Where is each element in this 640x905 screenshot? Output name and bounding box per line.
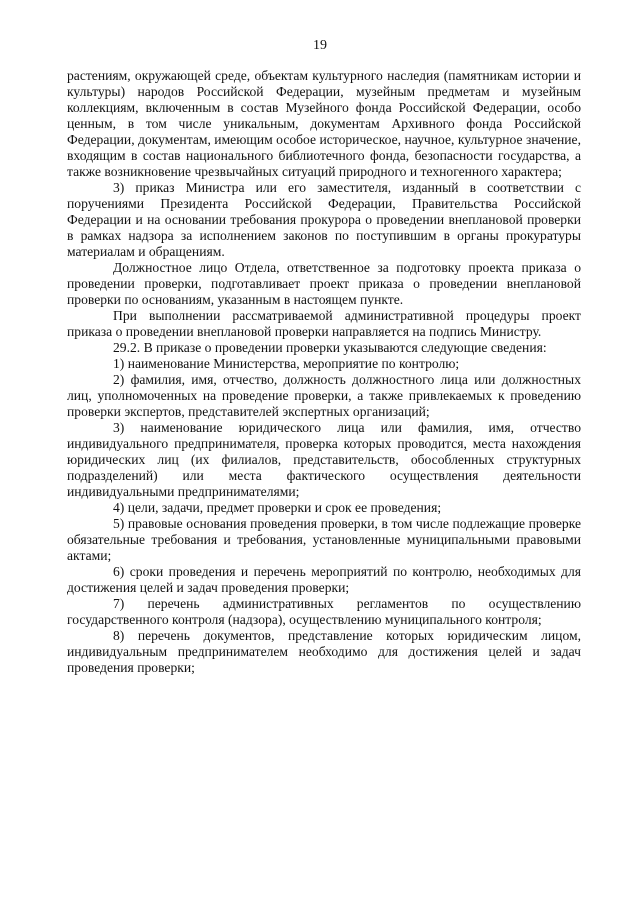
paragraph-item-3-order: 3) приказ Министра или его заместителя, изданный в соответствии с поручениями Президента Российской Федерации, Правительства Российской Федерации и на основании требования прокурора о проведении внеплановой проверки в рамках надзора за исполнением законов по поступившим в органы прокуратуры материалам и обращениям. — [67, 180, 581, 259]
list-item-6: 6) сроки проведения и перечень мероприятий по контролю, необходимых для достижения целей и задач проведения проверки; — [67, 564, 581, 595]
document-body — [67, 68, 581, 676]
page-number: 19 — [313, 38, 327, 53]
paragraph-procedure-signature: При выполнении рассматриваемой административной процедуры проект приказа о проведении внеплановой проверки направляется на подпись Министру. — [67, 308, 581, 339]
paragraph-continuation: растениям, окружающей среде, объектам культурного наследия (памятникам истории и культуры) народов Российской Федерации, музейным предметам и музейным коллекциям, включенным в состав Музейного фонда Российской Федерации, особо ценным, в том числе уникальным, документам Архивного фонда Российской Федерации, документам, имеющим особое историческое, научное, культурное значение, входящим в состав национального библиотечного фонда, безопасности государства, а также возникновение чрезвычайных ситуаций природного и техногенного характера; — [67, 68, 581, 179]
list-item-4: 4) цели, задачи, предмет проверки и срок ее проведения; — [113, 500, 442, 515]
list-item-7: 7) перечень административных регламентов по осуществлению государственного контроля (надзора), осуществлению муниципального контроля; — [67, 596, 581, 627]
list-item-3: 3) наименование юридического лица или фамилия, имя, отчество индивидуального предпринимателя, проверка которых проводится, места нахождения юридических лиц (их филиалов, представительств, обособленных структурных подразделений) или места фактического осуществления деятельности индивидуальными предпринимателями; — [67, 420, 581, 499]
paragraph-responsible-official: Должностное лицо Отдела, ответственное за подготовку проекта приказа о проведении проверки, подготавливает проект приказа о проведении внеплановой проверки по основаниям, указанным в настоящем пункте. — [67, 260, 581, 307]
paragraph-section-29-2: 29.2. В приказе о проведении проверки указываются следующие сведения: — [113, 340, 547, 355]
list-item-5: 5) правовые основания проведения проверки, в том числе подлежащие проверке обязательные требования и требования, установленные муниципальными правовыми актами; — [67, 516, 581, 563]
list-item-1: 1) наименование Министерства, мероприятие по контролю; — [113, 356, 460, 371]
list-item-2: 2) фамилия, имя, отчество, должность должностного лица или должностных лиц, уполномоченных на проведение проверки, а также привлекаемых к проведению проверки экспертов, представителей экспертных организаций; — [67, 372, 581, 419]
list-item-8: 8) перечень документов, представление которых юридическим лицом, индивидуальным предпринимателем необходимо для достижения целей и задач проведения проверки; — [67, 628, 581, 675]
